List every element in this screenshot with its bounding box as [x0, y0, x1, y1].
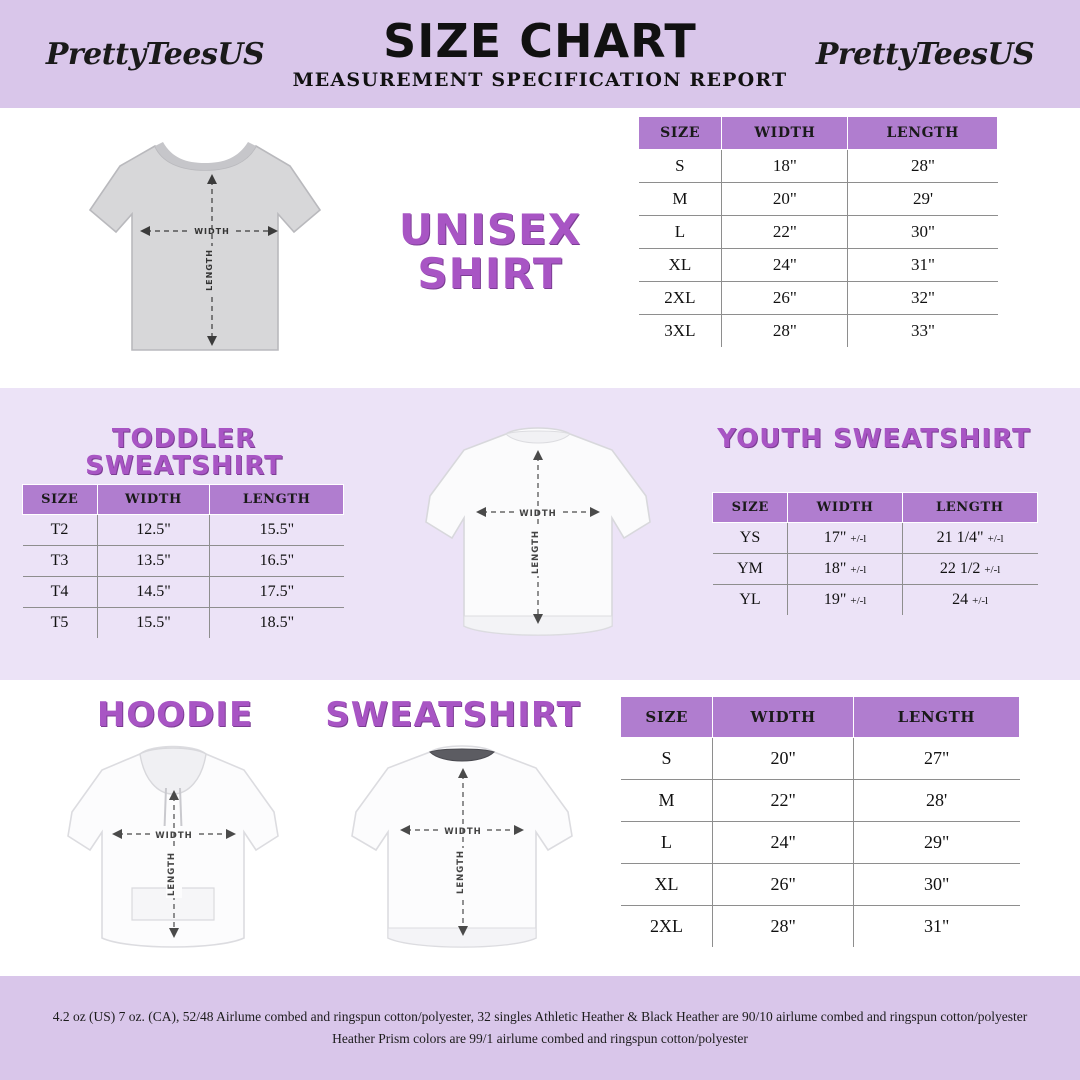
unisex-heading [368, 205, 612, 299]
youth-sweatshirt-illustration [398, 412, 678, 664]
brand-logo-right: PrettyTeesUS [815, 36, 1035, 72]
column-header-width: WIDTH [788, 493, 902, 523]
cell-length [902, 523, 1037, 554]
page-header [0, 0, 1080, 108]
table-header-row [713, 493, 1038, 523]
column-header-width: WIDTH [713, 697, 853, 738]
column-header-width: WIDTH [722, 117, 848, 150]
cell-length-tolerance: +/-l [987, 533, 1004, 545]
cell-size: YM [713, 554, 788, 585]
cell-size: L [621, 822, 713, 864]
cell-length: 18.5" [259, 614, 295, 631]
cell-width: 26" [722, 282, 848, 315]
page-subtitle: MEASUREMENT SPECIFICATION REPORT [292, 69, 788, 92]
svg-text:LENGTH: LENGTH [531, 529, 541, 575]
cell-length: 28" [848, 150, 998, 183]
cell-width-value: 17" [823, 529, 847, 546]
cell-size: YS [713, 523, 788, 554]
cell-size: T3 [23, 546, 98, 577]
cell-length: 30" [853, 864, 1019, 906]
table-row [23, 608, 344, 639]
svg-text:LENGTH: LENGTH [456, 849, 466, 895]
unisex-size-table [638, 116, 998, 347]
sweatshirt-illustration [330, 738, 590, 968]
sweatshirt-size-table [620, 696, 1020, 947]
table-row [621, 864, 1020, 906]
table-row [639, 249, 998, 282]
column-header-size: SIZE [713, 493, 788, 523]
cell-width: 24" [713, 822, 853, 864]
brand-logo-left: PrettyTeesUS [45, 36, 265, 72]
cell-length: 28' [853, 780, 1019, 822]
toddler-size-table [22, 484, 344, 638]
unisex-heading-line1: UNISEX [398, 205, 582, 254]
cell-width [788, 554, 902, 585]
cell-length [902, 554, 1037, 585]
table-row [639, 150, 998, 183]
unisex-heading-line2: SHIRT [417, 249, 563, 299]
section-hoodie-sweatshirt [0, 680, 1080, 976]
svg-text:WIDTH: WIDTH [444, 827, 482, 837]
cell-width-value: 18" [823, 560, 847, 577]
svg-text:WIDTH: WIDTH [519, 509, 557, 519]
page-footer [0, 976, 1080, 1080]
cell-width: 13.5" [97, 546, 210, 577]
table-row [713, 585, 1038, 616]
cell-size: T2 [23, 515, 98, 546]
table-row [639, 183, 998, 216]
cell-size: T5 [23, 608, 98, 639]
column-header-size: SIZE [639, 117, 722, 150]
section-toddler-youth [0, 388, 1080, 680]
column-header-length: LENGTH [210, 485, 344, 515]
svg-text:WIDTH: WIDTH [155, 831, 193, 841]
cell-length-tolerance: +/-l [984, 564, 1001, 576]
cell-size: S [639, 150, 722, 183]
column-header-length: LENGTH [848, 117, 998, 150]
table-row [639, 216, 998, 249]
youth-heading: YOUTH SWEATSHIRT [717, 424, 1031, 454]
sweatshirt-heading: SWEATSHIRT [325, 695, 581, 735]
cell-width-tolerance: +/-l [850, 533, 867, 545]
cell-width: 22" [713, 780, 853, 822]
table-row [639, 282, 998, 315]
section-unisex [0, 108, 1080, 388]
cell-length: 15.5" [210, 515, 344, 546]
table-row [713, 554, 1038, 585]
cell-width: 24" [722, 249, 848, 282]
page-title: SIZE CHART [383, 13, 697, 68]
table-row [621, 738, 1020, 780]
cell-length-value: 22 1/2 [939, 560, 981, 577]
cell-length-tolerance: +/-l [972, 595, 989, 607]
cell-length: 31" [923, 916, 950, 936]
cell-size: T4 [23, 577, 98, 608]
cell-width-tolerance: +/-l [850, 564, 867, 576]
column-header-length: LENGTH [853, 697, 1019, 738]
fabric-description-line1: 4.2 oz (US) 7 oz. (CA), 52/48 Airlume combed and ringspun cotton/polyester, 32 singles Athletic Heather & Black Heather are 90/10 airlume combed and [52, 1008, 887, 1024]
cell-length: 32" [848, 282, 998, 315]
cell-length-value: 24 [952, 591, 969, 608]
column-header-size: SIZE [621, 697, 713, 738]
cell-size: 2XL [639, 282, 722, 315]
cell-length-value: 21 1/4" [936, 529, 984, 546]
fabric-description [40, 1006, 1040, 1051]
cell-size: YL [713, 585, 788, 616]
cell-width: 14.5" [97, 577, 210, 608]
cell-width: 18" [722, 150, 848, 183]
cell-width: 15.5" [97, 608, 210, 639]
cell-length: 33" [911, 321, 935, 340]
table-header-row [621, 697, 1020, 738]
cell-size: XL [639, 249, 722, 282]
unisex-tshirt-illustration [60, 118, 350, 368]
cell-width: 28" [722, 315, 848, 348]
youth-size-table [712, 492, 1038, 615]
table-header-row [23, 485, 344, 515]
cell-width [788, 523, 902, 554]
table-row [639, 315, 998, 348]
header-title-block [280, 13, 800, 92]
cell-width: 26" [713, 864, 853, 906]
cell-width-tolerance: +/-l [850, 595, 867, 607]
toddler-heading: TODDLER SWEATSHIRT [85, 424, 283, 482]
cell-size: M [621, 780, 713, 822]
cell-length: 27" [853, 738, 1019, 780]
table-row [23, 515, 344, 546]
cell-size: L [639, 216, 722, 249]
column-header-size: SIZE [23, 485, 98, 515]
cell-length: 16.5" [210, 546, 344, 577]
cell-length [902, 585, 1037, 616]
cell-length: 31" [848, 249, 998, 282]
cell-width-value: 19" [823, 591, 847, 608]
cell-size: 2XL [621, 906, 713, 948]
svg-text:LENGTH: LENGTH [205, 249, 214, 291]
cell-size: 3XL [639, 315, 722, 348]
svg-text:LENGTH: LENGTH [167, 851, 177, 897]
cell-width: 20" [722, 183, 848, 216]
table-row [621, 906, 1020, 948]
column-header-width: WIDTH [97, 485, 210, 515]
table-row [621, 780, 1020, 822]
cell-size: S [621, 738, 713, 780]
cell-width [788, 585, 902, 616]
table-header-row [639, 117, 998, 150]
cell-size: XL [621, 864, 713, 906]
table-row [713, 523, 1038, 554]
cell-length: 29" [853, 822, 1019, 864]
table-row [23, 577, 344, 608]
svg-text:WIDTH: WIDTH [194, 227, 230, 236]
cell-length: 29' [848, 183, 998, 216]
table-row [23, 546, 344, 577]
hoodie-heading: HOODIE [96, 695, 254, 735]
cell-length: 17.5" [210, 577, 344, 608]
hoodie-illustration [48, 738, 298, 968]
table-row [621, 822, 1020, 864]
cell-width: 22" [722, 216, 848, 249]
fabric-description-line2: ringspun cotton/polyester Heather Prism colors are 99/1 airlume combed and ringspun cotton/polyester [332, 1008, 1028, 1046]
cell-width: 28" [713, 906, 853, 948]
cell-width: 12.5" [97, 515, 210, 546]
column-header-length: LENGTH [902, 493, 1037, 523]
cell-width: 20" [713, 738, 853, 780]
cell-length: 30" [848, 216, 998, 249]
cell-size: M [639, 183, 722, 216]
